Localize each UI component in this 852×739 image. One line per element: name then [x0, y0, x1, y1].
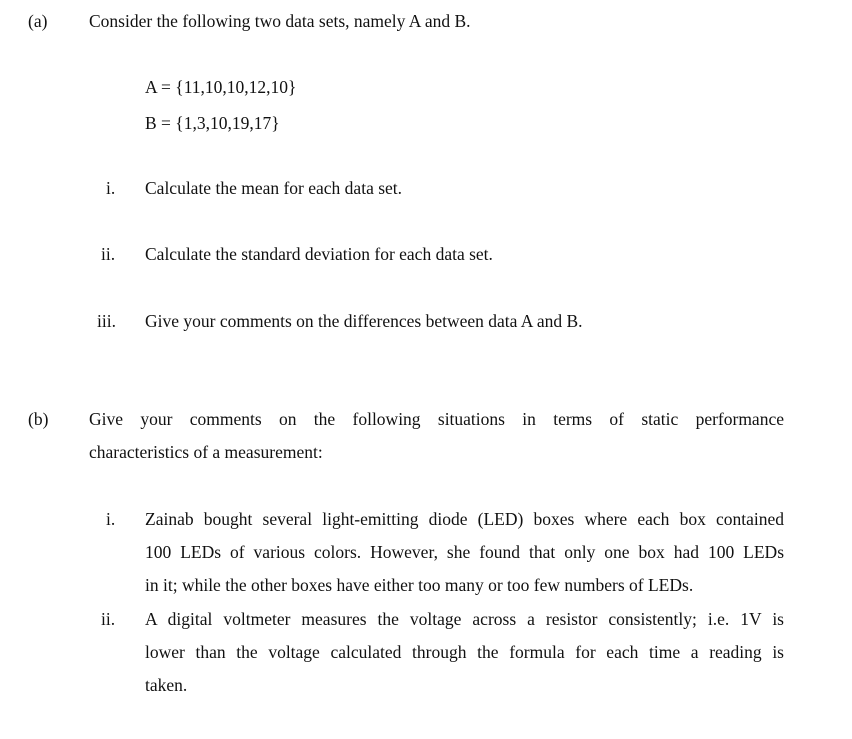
part-b-stem-line-1: Give your comments on the following situations in terms of static performance [89, 409, 784, 429]
situation-i-line-2: 100 LEDs of various colors. However, she found that only one box had 100 LEDs [145, 542, 784, 562]
data-set-b: B = {1,3,10,19,17} [145, 113, 280, 133]
situation-ii-line-3: taken. [145, 675, 188, 695]
question-a-ii-number: ii. [101, 244, 116, 264]
part-a-stem: Consider the following two data sets, namely A and B. [89, 11, 471, 31]
part-b-stem-line-2: characteristics of a measurement: [89, 442, 323, 462]
question-a-i-number: i. [106, 178, 116, 198]
question-a-i-text: Calculate the mean for each data set. [145, 178, 403, 198]
part-a-label: (a) [28, 11, 48, 31]
data-set-a: A = {11,10,10,12,10} [145, 77, 297, 97]
situation-i-line-1: Zainab bought several light-emitting diode (LED) boxes where each box contained [145, 509, 784, 529]
situation-i-number: i. [106, 509, 116, 529]
question-a-iii-text: Give your comments on the differences between data A and B. [145, 311, 583, 331]
part-b-label: (b) [28, 409, 49, 429]
situation-i-line-3: in it; while the other boxes have either too many or too few numbers of LEDs. [145, 575, 694, 595]
question-a-iii-number: iii. [97, 311, 116, 331]
situation-ii-number: ii. [101, 609, 116, 629]
situation-ii-line-1: A digital voltmeter measures the voltage across a resistor consistently; i.e. 1V is [145, 609, 784, 629]
situation-ii-line-2: lower than the voltage calculated through the formula for each time a reading is [145, 642, 784, 662]
question-a-ii-text: Calculate the standard deviation for each data set. [145, 244, 493, 264]
